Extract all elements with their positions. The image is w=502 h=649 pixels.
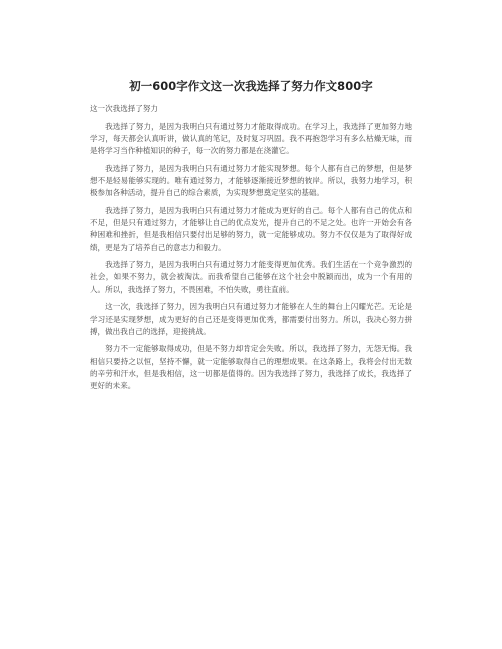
document-body (90, 103, 412, 398)
paragraph-4: 我选择了努力，是因为我明白只有通过努力才能变得更加优秀。我们生活在一个竞争激烈的社会，如果不努力，就会被淘汰。而我希望自己能够在这个社会中脱颖而出，成为一个有用的人。所以，我选择了努力，不畏困难，不怕失败，勇往直前。 (90, 260, 412, 294)
paragraph-5: 这一次，我选择了努力，因为我明白只有通过努力才能够在人生的舞台上闪耀光芒。无论是学习还是实现梦想，成为更好的自己还是变得更加优秀，都需要付出努力。所以，我决心努力拼搏，做出我自己的选择，迎接挑战。 (90, 302, 412, 336)
paragraph-6: 努力不一定能够取得成功，但是不努力却肯定会失败。所以，我选择了努力，无怨无悔。我相信只要持之以恒，坚持不懈，就一定能够取得自己的理想成果。在这条路上，我将会付出无数的辛劳和汗水，但是我相信，这一切都是值得的。因为我选择了努力，我选择了成长，我选择了更好的未来。 (90, 344, 412, 391)
paragraph-1: 我选择了努力，是因为我明白只有通过努力才能取得成功。在学习上，我选择了更加努力地学习，每天都会认真听讲，做认真的笔记，及时复习巩固。我不再抱怨学习有多么枯燥无味，而是将学习当作种植知识的种子，每一次的努力都是在浇灌它。 (90, 121, 412, 156)
document-title: 初一600字作文这一次我选择了努力作文800字 (129, 79, 373, 93)
paragraph-2: 我选择了努力，是因为我明白只有通过努力才能实现梦想。每个人都有自己的梦想，但是梦想不是轻易能够实现的。唯有通过努力，才能够逐渐接近梦想的彼岸。所以，我努力地学习，积极参加各种活动，提升自己的综合素质，为实现梦想奠定坚实的基础。 (90, 163, 412, 198)
document-subtitle: 这一次我选择了努力 (90, 104, 158, 113)
paragraph-3: 我选择了努力，是因为我明白只有通过努力才能成为更好的自己。每个人都有自己的优点和不足，但是只有通过努力，才能够让自己的优点发光，提升自己的不足之处。也许一开始会有各种困难和挫折，但是我相信只要付出足够的努力，就一定能够成功。努力不仅仅是为了取得好成绩，更是为了培养自己的意志力和毅力。 (90, 205, 412, 252)
